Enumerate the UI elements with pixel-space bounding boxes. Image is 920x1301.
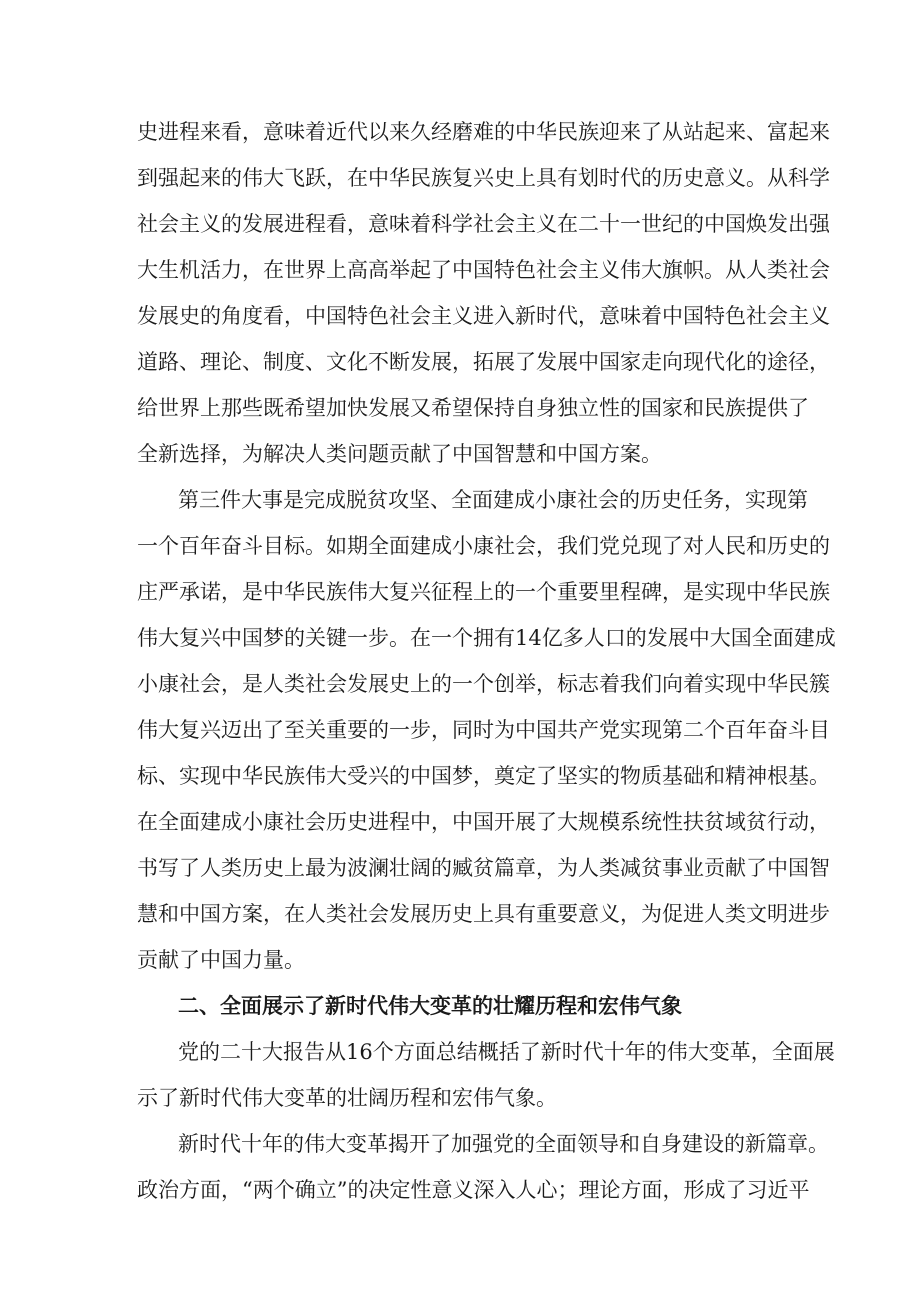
paragraph-line: 伟大复兴迈出了至关重要的一步，同时为中国共产党实现第二个百年奋斗目	[137, 718, 830, 742]
paragraph-line: 发展史的角度看，中国特色社会主义进入新时代，意味着中国特色社会主义	[137, 304, 830, 328]
paragraph-line: 小康社会，是人类社会发展史上的一个创举，标志着我们向着实现中华民簇	[137, 672, 830, 696]
paragraph-line: 一个百年奋斗目标。如期全面建成小康社会，我们党兑现了对人民和历史的	[137, 534, 830, 558]
paragraph-line: 庄严承诺，是中华民族伟大复兴征程上的一个重要里程碑，是实现中华民族	[137, 580, 830, 604]
paragraph-line: 道路、理论、制度、文化不断发展，拓展了发展中国家走向现代化的途径，	[137, 350, 830, 374]
paragraph-line: 慧和中国方案，在人类社会发展历史上具有重要意义，为促进人类文明进步	[137, 902, 830, 926]
paragraph-line: 示了新时代伟大变革的壮阔历程和宏伟气象。	[137, 1086, 557, 1110]
paragraph-line: 贡献了中国力量。	[137, 948, 305, 972]
paragraph-line: 大生机活力，在世界上高高举起了中国特色社会主义伟大旗帜。从人类社会	[137, 258, 830, 282]
paragraph-line: 伟大复兴中国梦的关键一步。在一个拥有14亿多人口的发展中大国全面建成	[137, 626, 836, 650]
paragraph-line: 社会主义的发展进程看，意味着科学社会主义在二十一世纪的中国焕发出强	[137, 212, 830, 236]
paragraph-line: 书写了人类历史上最为波澜壮阔的臧贫篇章，为人类减贫事业贡献了中国智	[137, 856, 830, 880]
paragraph-line: 到强起来的伟大飞跃，在中华民族复兴史上具有划时代的历史意义。从科学	[137, 166, 830, 190]
paragraph-line: 给世界上那些既希望加快发展又希望保持自身独立性的国家和民族提供了	[137, 396, 809, 420]
paragraph-line: 全新选择，为解决人类问题贡献了中国智慧和中国方案。	[137, 442, 662, 466]
paragraph-line: 史进程来看，意味着近代以来久经磨难的中华民族迎来了从站起来、富起来	[137, 120, 830, 144]
paragraph-line: 标、实现中华民族伟大受兴的中国梦，奠定了坚实的物质基础和精神根基。	[137, 764, 830, 788]
section-heading: 二、全面展示了新时代伟大变革的壮耀历程和宏伟气象	[178, 994, 682, 1018]
paragraph-line: 新时代十年的伟大变革揭开了加强党的全面领导和自身建设的新篇章。	[178, 1132, 829, 1156]
paragraph-line: 党的二十大报告从16个方面总结概括了新时代十年的伟大变革，全面展	[178, 1040, 835, 1064]
paragraph-line: 在全面建成小康社会历史进程中，中国开展了大规模系统性扶贫域贫行动，	[137, 810, 830, 834]
paragraph-line: 第三件大事是完成脱贫攻坚、全面建成小康社会的历史任务，实现第	[178, 488, 808, 512]
paragraph-line: 政治方面，“两个确立”的决定性意义深入人心；理论方面，形成了习近平	[137, 1178, 810, 1202]
